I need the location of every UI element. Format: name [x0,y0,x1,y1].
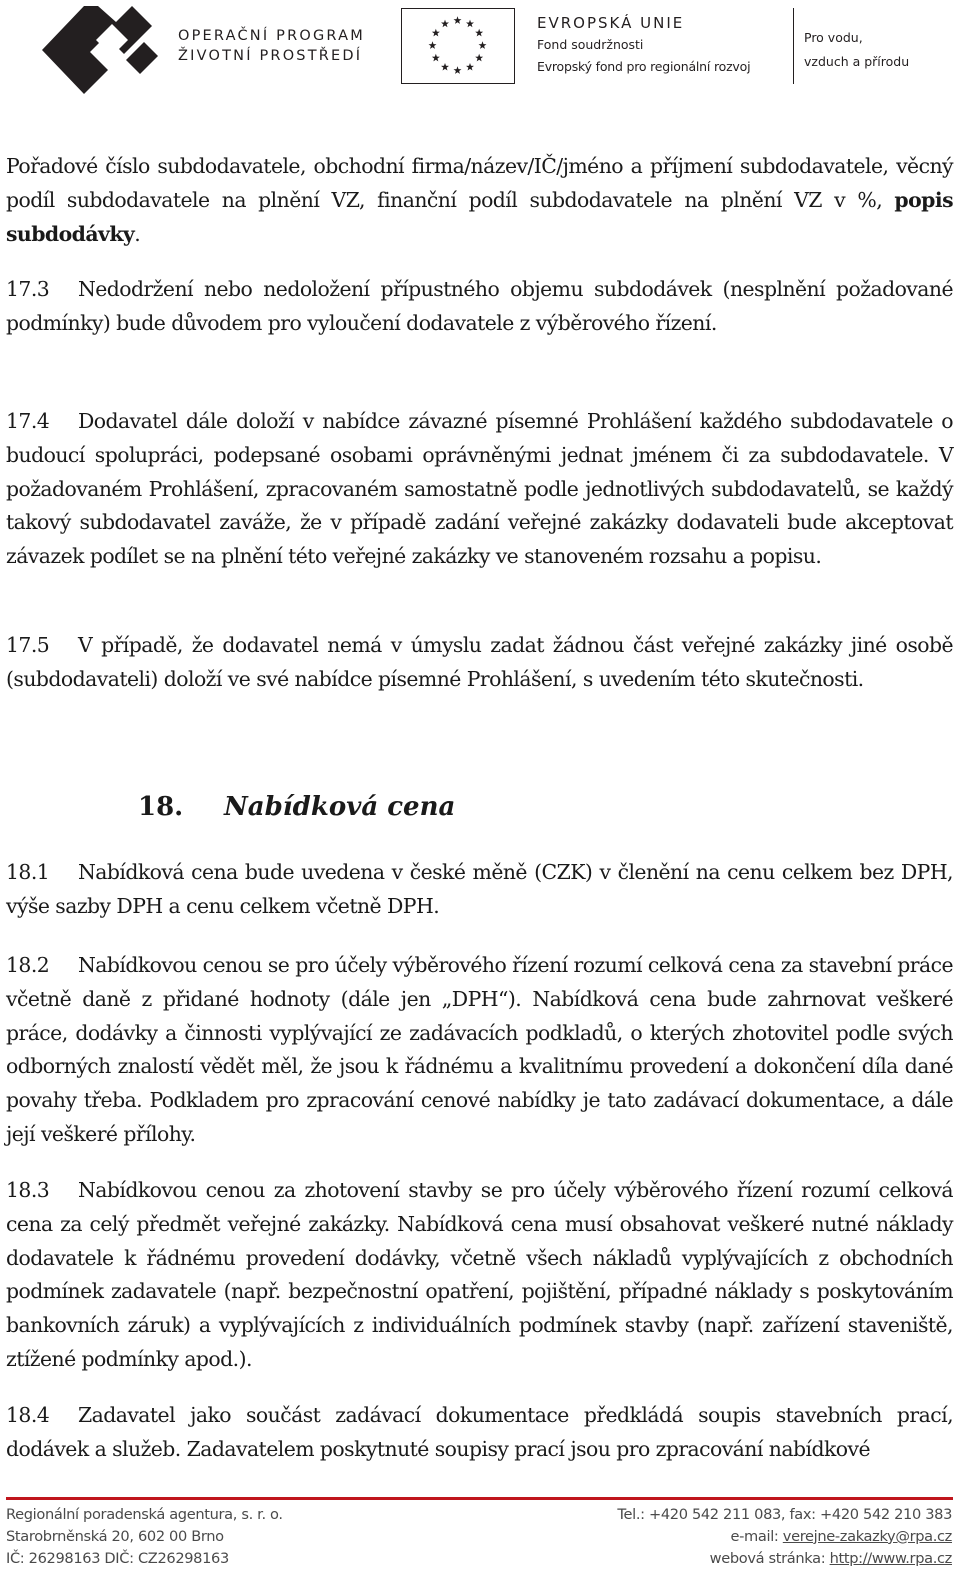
heading-title: Nabídková cena [224,792,456,822]
section-18-2 [6,949,953,1152]
section-18-3 [6,1174,953,1377]
eu-logo-text [537,12,750,78]
page-header [0,0,960,105]
email-link[interactable]: verejne-zakazky@rpa.cz [782,1527,952,1545]
footer-web-row [482,1548,952,1570]
footer-right [482,1504,952,1569]
section-number: 18.2 [6,953,50,977]
eu-flag [401,8,515,84]
section-number: 17.3 [6,277,50,301]
section-number: 17.4 [6,409,50,433]
eu-star-icon [432,54,440,62]
section-text: Nabídkovou cenou za zhotovení stavby se pro účely výběrového řízení rozumí celková cena za celý předmět veřejné zakázky. Nabídková cena musí obsahovat veškeré nutné náklady dodavatele k řádnému provedení dodávky, včetně všech nákladů vyplývajících z obchodních podmínek zadavatele (např. bezpečnostní opatření, pojištění, případné náklady s poskytováním bankovních záruk) a vyplývajících z individuálních podmínek stavby (např. zařízení staveniště, ztížené podmínky apod.). [6,1178,953,1371]
slogan [804,26,909,74]
section-number: 18.1 [6,860,50,884]
eu-star-icon [475,29,483,37]
section-text: V případě, že dodavatel nemá v úmyslu zadat žádnou část veřejné zakázky jiné osobě (subdodavateli) doloží ve své nabídce písemné Prohlášení, s uvedením této skutečnosti. [6,633,953,691]
section-17-5 [6,629,953,697]
footer-email-row [482,1526,952,1548]
section-18-1 [6,856,953,924]
eu-star-icon [479,41,487,49]
footer-address: Starobrněnská 20, 602 00 Brno [6,1527,224,1545]
section-number: 17.5 [6,633,50,657]
footer-left [6,1504,476,1569]
section-text: Nabídková cena bude uvedena v české měně (CZK) v členění na cenu celkem bez DPH, výše sazby DPH a cenu celkem včetně DPH. [6,860,953,918]
eu-fund-cohesion: Fond soudržnosti [537,37,644,52]
eu-star-icon [432,29,440,37]
eu-star-icon [466,20,474,28]
intro-text: Pořadové číslo subdodavatele, obchodní firma/název/IČ/jméno a příjmení subdodavatele, věcný podíl subdodavatele na plnění VZ, finanční podíl subdodavatele na plnění VZ v %, [6,154,953,212]
web-link[interactable]: http://www.rpa.cz [829,1549,952,1567]
heading-18 [138,792,455,822]
eu-star-icon [454,66,462,74]
section-text: Nedodržení nebo nedoložení přípustného objemu subdodávek (nesplnění požadované podmínky) bude důvodem pro vyloučení dodavatele z výběrového řízení. [6,277,953,335]
section-17-4 [6,405,953,574]
footer-rule [6,1497,953,1500]
section-18-4 [6,1399,953,1467]
eu-star-icon [429,41,437,49]
section-text: Nabídkovou cenou se pro účely výběrového řízení rozumí celková cena za stavební práce včetně daně z přidané hodnoty (dále jen „DPH“). Nabídková cena bude zahrnovat veškeré práce, dodávky a činnosti vyplývající ze zadávacích podkladů, o kterých zhotovitel podle svých odborných znalostí vědět měl, že jsou k řádnému a kvalitnímu provedení a dokončení díla dané povahy třeba. Podkladem pro zpracování cenové nabídky je tato zadávací dokumentace, a dále její veškeré přílohy. [6,953,953,1146]
section-number: 18.3 [6,1178,50,1202]
eu-title: EVROPSKÁ UNIE [537,14,685,32]
eu-star-icon [475,54,483,62]
eu-fund-regional: Evropský fond pro regionální rozvoj [537,59,751,74]
email-label: e-mail: [730,1527,783,1545]
eu-star-icon [454,16,462,24]
intro-end: . [134,221,141,246]
footer-phone: Tel.: +420 542 211 083, fax: +420 542 210 383 [617,1506,952,1523]
section-text: Zadavatel jako součást zadávací dokumentace předkládá soupis stavebních prací, dodávek a služeb. Zadavatelem poskytnuté soupisy prací jsou pro zpracování nabídkové [6,1403,953,1461]
eu-star-icon [441,20,449,28]
heading-number: 18. [138,792,184,822]
eu-flag-icon [402,9,513,82]
footer-org: Regionální poradenská agentura, s. r. o. [6,1506,283,1523]
section-number: 18.4 [6,1403,50,1427]
web-label: webová stránka: [709,1549,830,1567]
slogan-line-2: vzduch a přírodu [804,54,910,69]
opzp-line-1: OPERAČNÍ PROGRAM [178,28,365,44]
header-divider [793,8,794,84]
opzp-logo-text [178,26,365,66]
slogan-line-1: Pro vodu, [804,30,863,45]
intro-bold: popis subdodávky [6,187,953,246]
eu-star-icon [466,63,474,71]
opzp-logo-icon [40,4,160,96]
eu-star-icon [441,63,449,71]
section-text: Dodavatel dále doloží v nabídce závazné písemné Prohlášení každého subdodavatele o budoucí spolupráci, podepsané osobami oprávněnými jednat jménem či za subdodavatele. V požadovaném Prohlášení, zpracovaném samostatně podle jednotlivých subdodavatelů, se každý takový subdodavatel zaváže, že v případě zadání veřejné zakázky dodavateli bude akceptovat závazek podílet se na plnění této veřejné zakázky ve stanoveném rozsahu a popisu. [6,409,953,569]
section-17-3 [6,273,953,341]
paragraph-intro [6,150,953,251]
opzp-line-2: ŽIVOTNÍ PROSTŘEDÍ [178,48,363,64]
footer-ids: IČ: 26298163 DIČ: CZ26298163 [6,1549,229,1567]
